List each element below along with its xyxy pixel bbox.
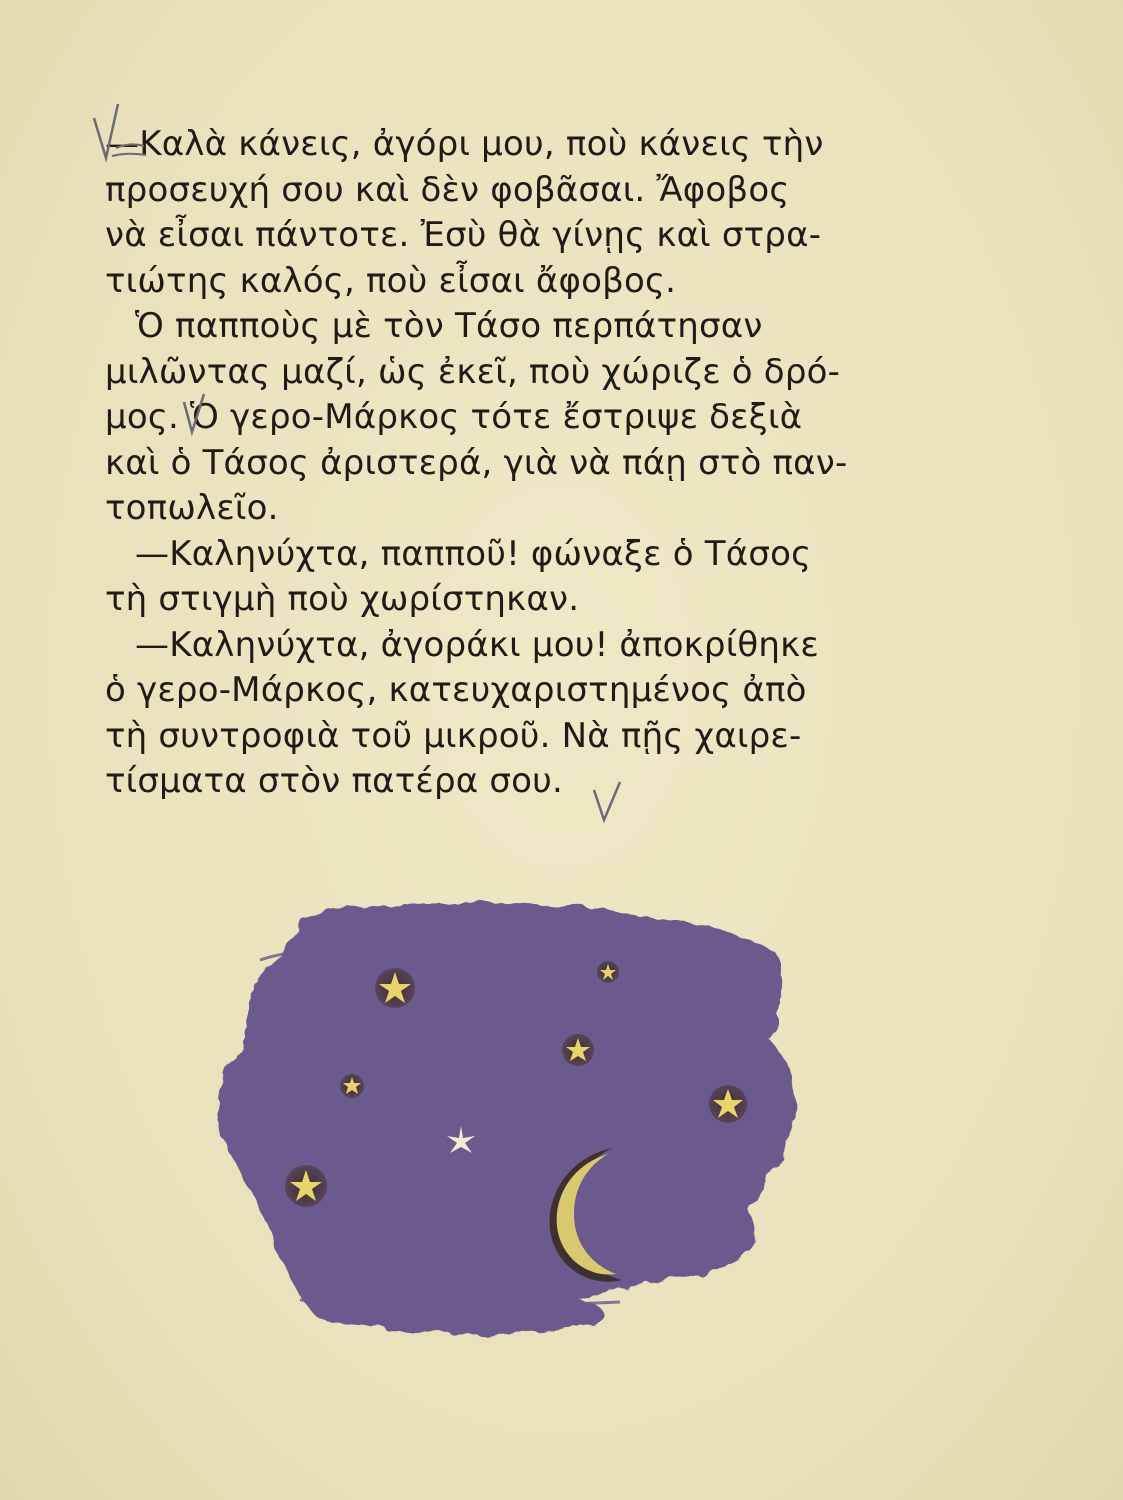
text-line: τιώτης καλός, ποὺ εἶσαι ἄφοβος. bbox=[105, 260, 677, 301]
text-line: —Καλὰ κάνεις, ἀγόρι μου, ποὺ κάνεις τὴν bbox=[105, 124, 824, 164]
text-line: καὶ ὁ Τάσος ἀριστερά, γιὰ νὰ πάῃ στὸ παν- bbox=[105, 442, 848, 483]
sky-brushstroke bbox=[218, 902, 795, 1335]
text-line: τοπωλεῖο. bbox=[105, 488, 279, 528]
text-line: Ὁ παπποὺς μὲ τὸν Τάσο περπάτησαν bbox=[135, 306, 763, 346]
text-line: τὴ στιγμὴ ποὺ χωρίστηκαν. bbox=[105, 579, 580, 619]
text-line: τίσματα στὸν πατέρα σου. bbox=[105, 761, 564, 801]
story-text bbox=[105, 122, 925, 805]
star-icon bbox=[562, 1034, 594, 1066]
text-line: προσευχή σου καὶ δὲν φοβᾶσαι. Ἄφοβος bbox=[105, 169, 790, 210]
star-icon bbox=[340, 1074, 364, 1098]
pencil-checkmark-icon bbox=[178, 390, 218, 440]
text-line: μος. Ὁ γερο-Μάρκος τότε ἔστριψε δεξιὰ bbox=[105, 397, 803, 437]
star-icon bbox=[285, 1165, 327, 1207]
pencil-checkmark-icon bbox=[590, 776, 630, 826]
star-icon bbox=[375, 968, 415, 1008]
pencil-checkmark-icon bbox=[88, 100, 158, 170]
star-icon bbox=[709, 1085, 747, 1123]
star-icon bbox=[597, 961, 619, 983]
text-line: μιλῶντας μαζί, ὡς ἐκεῖ, ποὺ χώριζε ὁ δρό- bbox=[105, 351, 841, 392]
text-line: τὴ συντροφιὰ τοῦ μικροῦ. Νὰ πῇς χαιρε- bbox=[105, 715, 802, 756]
text-line: ὁ γερο-Μάρκος, κατευχαριστημένος ἀπὸ bbox=[105, 670, 807, 710]
night-sky-illustration bbox=[200, 890, 820, 1350]
text-line: —Καληνύχτα, ἀγοράκι μου! ἀποκρίθηκε bbox=[135, 624, 819, 665]
text-line: νὰ εἶσαι πάντοτε. Ἐσὺ θὰ γίνῃς καὶ στρα- bbox=[105, 215, 822, 255]
text-line: —Καληνύχτα, παπποῦ! φώναξε ὁ Τάσος bbox=[135, 533, 812, 574]
